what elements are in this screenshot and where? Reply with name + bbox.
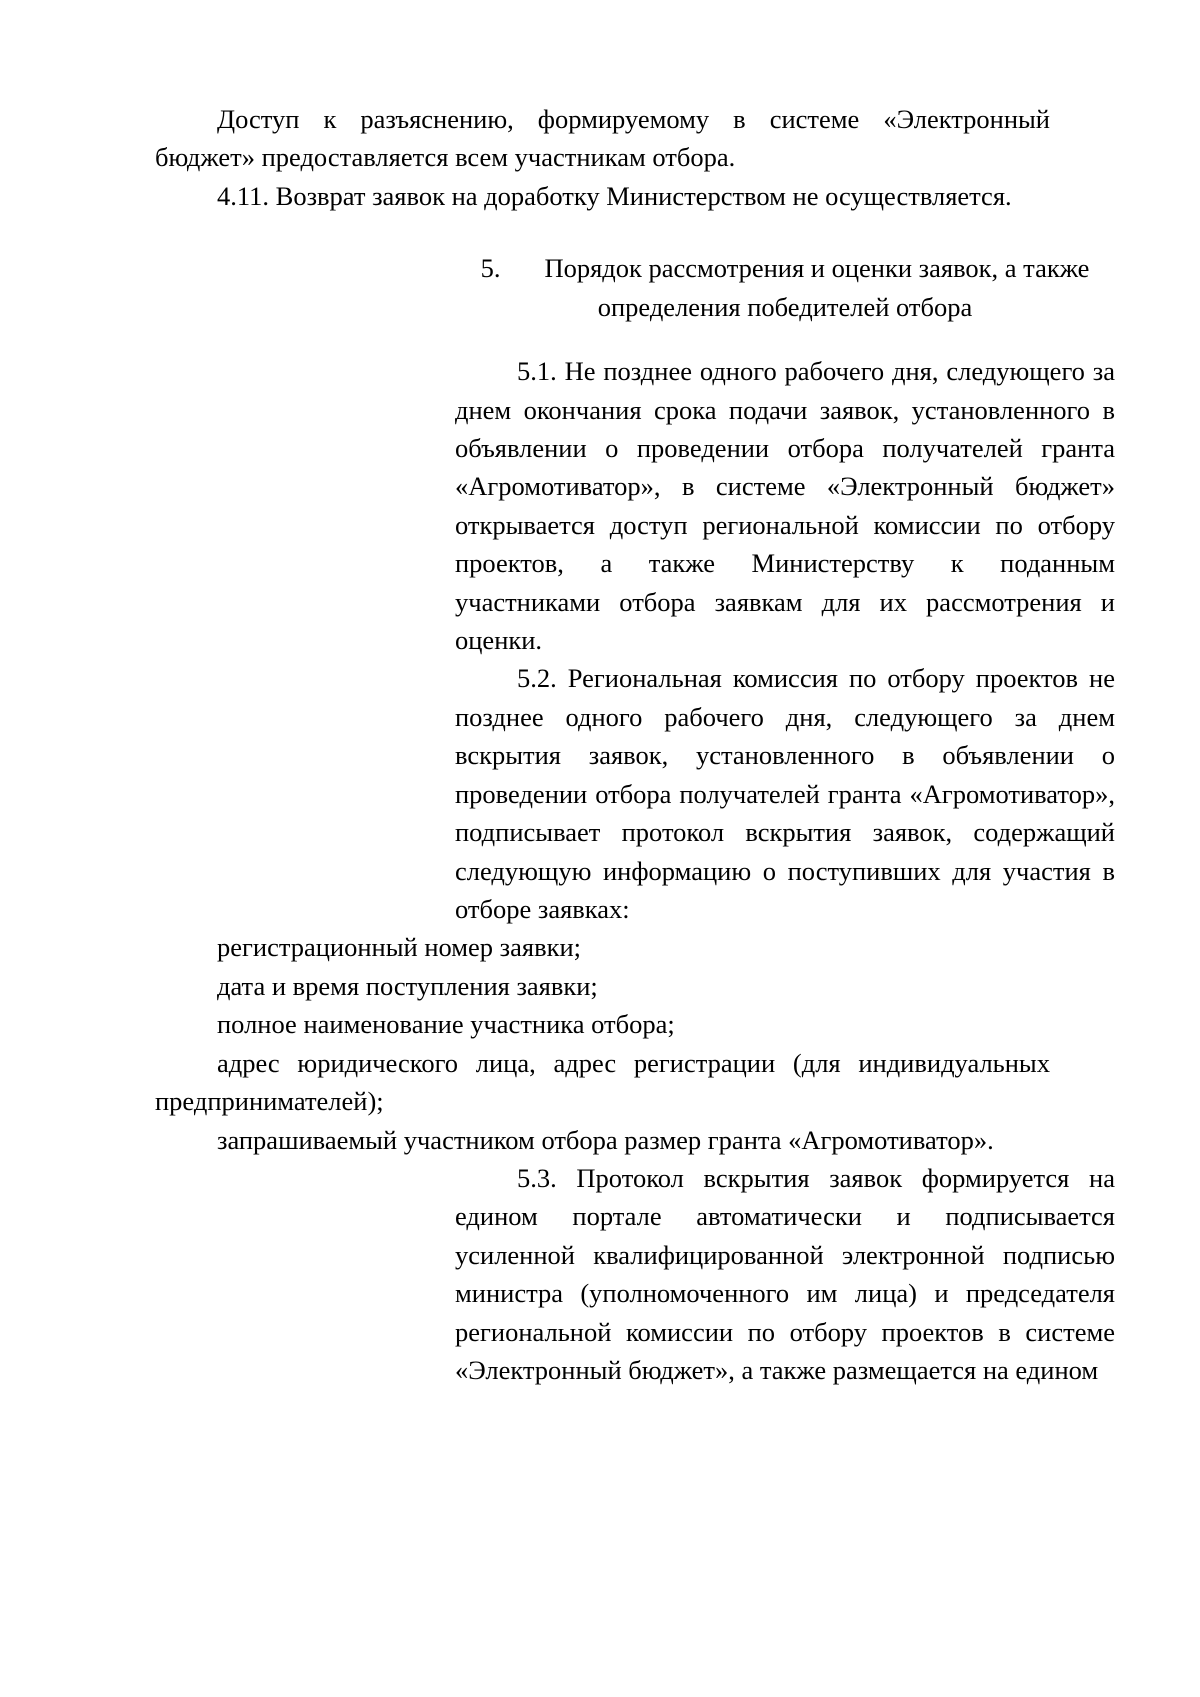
section-heading-title: Порядок рассмотрения и оценки заявок, а также определения победителей отбора [544,253,1090,322]
section-heading [455,249,1115,326]
document-body [155,100,1115,1390]
clause-5-2-block [455,659,1115,928]
paragraph-access: Доступ к разъяснению, формируемому в системе «Электронный бюджет» предоставляется всем участникам отбора. [155,104,1050,173]
list-item: запрашиваемый участником отбора размер гранта «Агромотиватор». [217,1124,994,1155]
clause-5-3-block [455,1159,1115,1390]
clause-5-3: 5.3. Протокол вскрытия заявок формируется на едином портале автоматически и подписывается усиленной квалифицированной электронной подписью министра (уполномоченного им лица) и председателя региональной комиссии по отбору проектов в системе «Электронный бюджет», а также размещается на едином [455,1162,1115,1386]
list-item: дата и время поступления заявки; [217,970,598,1001]
list-item: адрес юридического лица, адрес регистрации (для индивидуальных предпринимателей); [155,1047,1050,1117]
criteria-list [155,928,1050,1159]
list-item: регистрационный номер заявки; [217,932,582,963]
clause-5-2: 5.2. Региональная комиссия по отбору проектов не позднее одного рабочего дня, следующего за днем вскрытия заявок, установленного в объявлении о проведении отбора получателей гранта «Агромотиватор», подписывает протокол вскрытия заявок, содержащий следующую информацию о поступивших для участия в отборе заявках: [455,663,1115,925]
paragraph-4-11: 4.11. Возврат заявок на доработку Министерством не осуществляется. [217,180,1012,211]
clause-5-1-block [455,352,1115,659]
section-heading-number: 5. [480,253,501,284]
list-item: полное наименование участника отбора; [217,1009,675,1040]
clause-5-1: 5.1. Не позднее одного рабочего дня, следующего за днем окончания срока подачи заявок, установленного в объявлении о проведении отбора получателей гранта «Агромотиватор», в системе «Электронный бюджет» открывается доступ региональной комиссии по отбору проектов, а также Министерству к поданным участниками отбора заявкам для их рассмотрения и оценки. [455,356,1115,656]
